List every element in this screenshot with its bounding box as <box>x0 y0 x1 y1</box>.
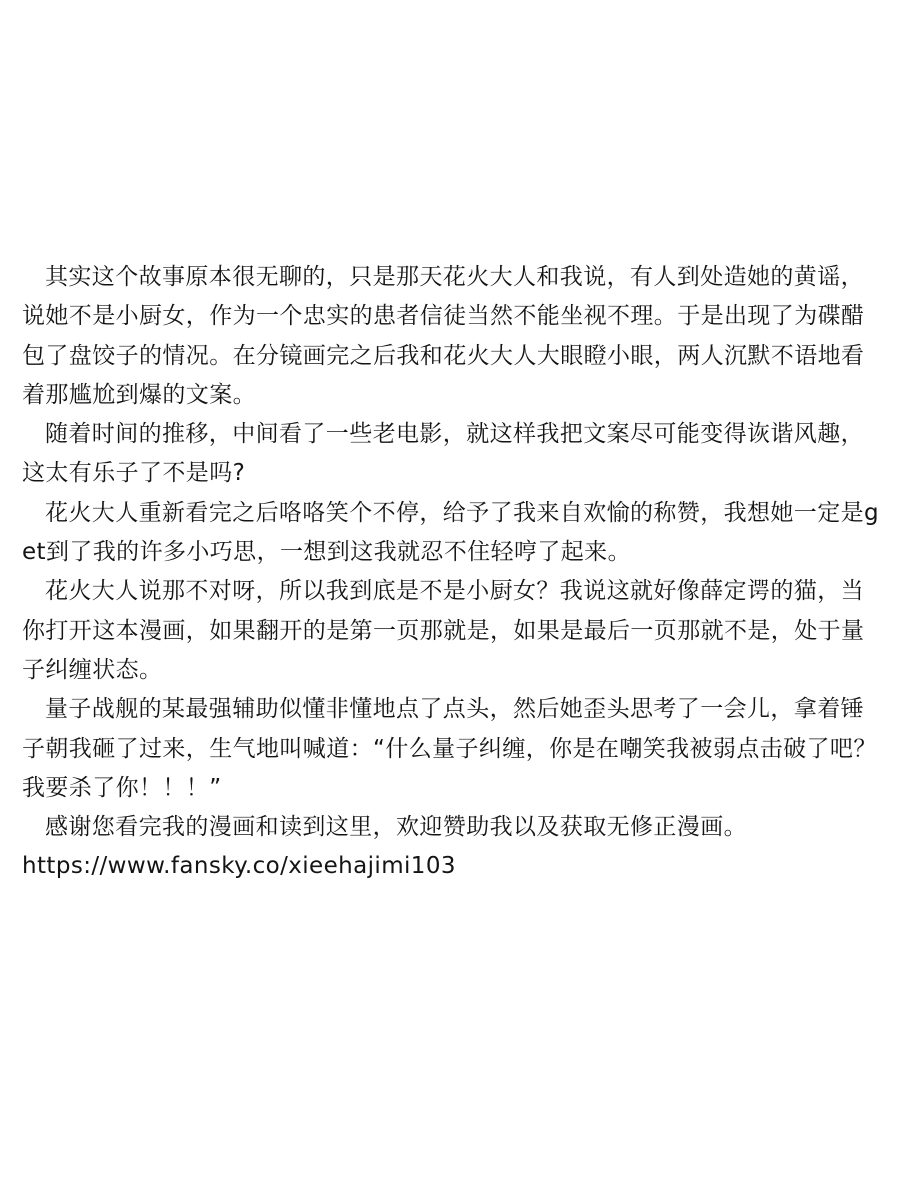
sponsor-link[interactable]: https://www.fansky.co/xieehajimi103 <box>22 853 456 880</box>
paragraph-time: 随着时间的推移，中间看了一些老电影，就这样我把文案尽可能变得诙谐风趣，这太有乐子了不是吗? <box>22 421 864 487</box>
paragraph-thanks: 感谢您看完我的漫画和读到这里，欢迎赞助我以及获取无修正漫画。 <box>45 814 747 841</box>
paragraph-schrodinger: 花火大人说那不对呀，所以我到底是不是小厨女？我说这就好像薛定谔的猫，当你打开这本漫画，如果翻开的是第一页那就是，如果是最后一页那就不是，处于量子纠缠状态。 <box>22 578 865 683</box>
paragraph-intro: 其实这个故事原本很无聊的，只是那天花火大人和我说，有人到处造她的黄谣，说她不是小厨女，作为一个忠实的患者信徒当然不能坐视不理。于是出现了为碟醋包了盘饺子的情况。在分镜画完之后我和花火大人大眼瞪小眼，两人沉默不语地看着那尴尬到爆的文案。 <box>22 264 865 408</box>
document-body <box>22 258 882 887</box>
paragraph-praise: 花火大人重新看完之后咯咯笑个不停，给予了我来自欢愉的称赞，我想她一定是get到了我的许多小巧思，一想到这我就忍不住轻哼了起来。 <box>22 499 879 566</box>
paragraph-hammer: 量子战舰的某最强辅助似懂非懂地点了点头，然后她歪头思考了一会儿，拿着锤子朝我砸了过来，生气地叫喊道：“什么量子纠缠，你是在嘲笑我被弱点击破了吧？我要杀了你！！！” <box>22 696 877 801</box>
